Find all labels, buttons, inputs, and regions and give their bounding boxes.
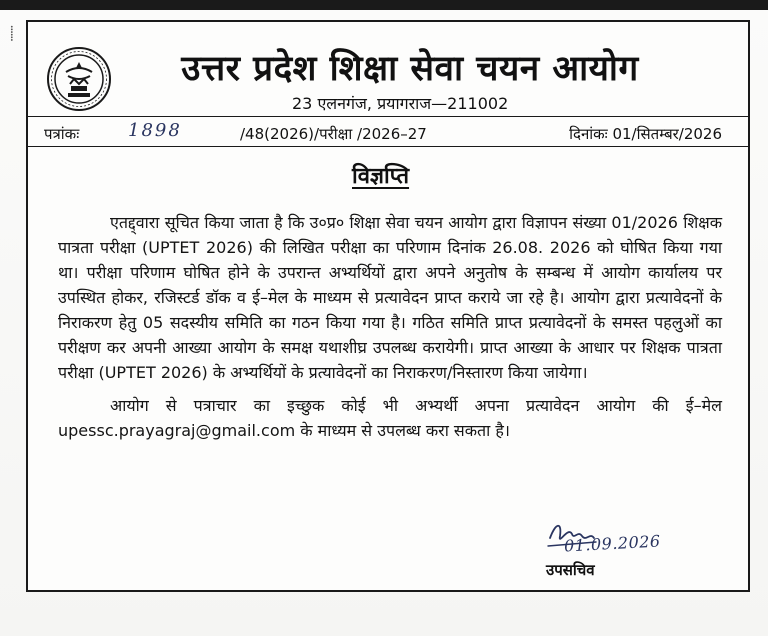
reference-number: /48(2026)/परीक्षा /2026–27: [240, 125, 427, 143]
reference-label: पत्रांकः: [44, 125, 80, 143]
organization-title: उत्तर प्रदेश शिक्षा सेवा चयन आयोग: [181, 48, 639, 89]
scan-top-edge: [0, 0, 768, 10]
state-emblem-icon: [46, 46, 112, 112]
notice-paragraph: आयोग से पत्राचार का इच्छुक कोई भी अभ्यर्थी अपना प्रत्यावेदन आयोग की ई–मेल upessc.prayagraj@gmail.com के माध्यम से उपलब्ध करा सकता है।: [58, 396, 722, 440]
header-divider-top: [28, 116, 748, 117]
handwritten-reference-number: 1898: [128, 120, 182, 141]
header-divider-bottom: [28, 146, 748, 147]
handwritten-sign-date: 01.09.2026: [563, 531, 662, 556]
signatory-designation: उपसचिव: [546, 561, 595, 579]
notice-heading: विज्ञप्ति: [352, 164, 410, 189]
margin-mark: ⸽: [10, 26, 14, 42]
organization-address: 23 एलनगंज, प्रयागराज—211002: [292, 94, 509, 113]
notice-body: [58, 210, 722, 443]
reference-line: [44, 120, 728, 144]
notice-paragraph: एतद्द्वारा सूचित किया जाता है कि उ०प्र० शिक्षा सेवा चयन आयोग द्वारा विज्ञापन संख्या 01/2026 शिक्षक पात्रता परीक्षा (UPTET 2026) की लिखित परीक्षा का परिणाम दिनांक 26.08. 2026 को घोषित किया गया था। परीक्षा परिणाम घोषित होने के उपरान्त अभ्यर्थियों द्वारा अपने अनुतोष के सम्बन्ध में आयोग कार्यालय पर उपस्थित होकर, रजिस्टर्ड डॉक व ई–मेल के माध्यम से प्रत्यावेदन प्राप्त कराये जा रहे है। आयोग द्वारा प्रत्यावेदनों के निराकरण हेतु 05 सदस्यीय समिति का गठन किया गया है। गठित समिति प्राप्त प्रत्यावेदनों के समस्त पहलुओं का परीक्षण कर अपनी आख्या आयोग के समक्ष यथाशीघ्र उपलब्ध करायेगी। प्राप्त आख्या के आधार पर शिक्षक पात्रता परीक्षा (UPTET 2026) के अभ्यर्थियों के प्रत्यावेदनों का निराकरण/निस्तारण किया जायेगा।: [58, 213, 722, 382]
issue-date: दिनांकः 01/सितम्बर/2026: [569, 125, 722, 143]
